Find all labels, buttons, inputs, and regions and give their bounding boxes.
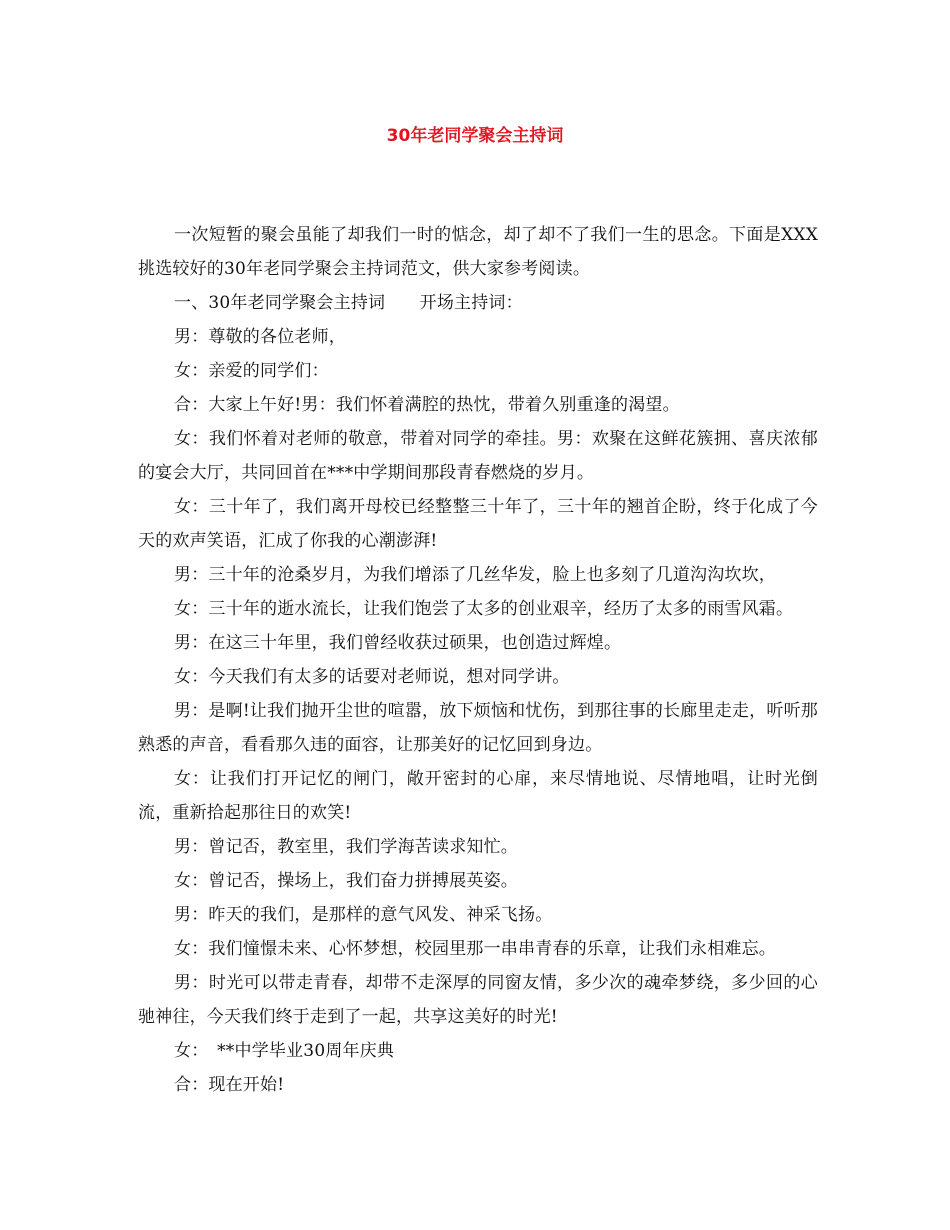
paragraph: 合：现在开始!	[174, 1075, 285, 1095]
paragraph: 女：我们怀着对老师的敬意，带着对同学的牵挂。男：欢聚在这鲜花簇拥、喜庆浓郁的宴会大厅，共同回首在***中学期间那段青春燃烧的岁月。	[138, 429, 818, 483]
paragraph: 女：我们憧憬未来、心怀梦想，校园里那一串串青春的乐章，让我们永相难忘。	[174, 939, 776, 959]
paragraph: 女：三十年的逝水流长，让我们饱尝了太多的创业艰辛，经历了太多的雨雪风霜。	[174, 599, 794, 619]
paragraph: 男：尊敬的各位老师，	[174, 327, 346, 347]
document-body	[138, 218, 818, 1102]
paragraph: 男：时光可以带走青春，却带不走深厚的同窗友情，多少次的魂牵梦绕，多少回的心驰神往，今天我们终于走到了一起，共享这美好的时光!	[138, 973, 818, 1027]
paragraph: 女： **中学毕业30周年庆典	[174, 1041, 395, 1061]
paragraph: 女：亲爱的同学们：	[174, 361, 329, 381]
paragraph: 女：曾记否，操场上，我们奋力拼搏展英姿。	[174, 871, 518, 891]
paragraph: 一次短暂的聚会虽能了却我们一时的惦念，却了却不了我们一生的思念。下面是XXX挑选较好的30年老同学聚会主持词范文，供大家参考阅读。	[138, 225, 818, 279]
document-title: 30年老同学聚会主持词	[386, 126, 564, 146]
paragraph: 男：三十年的沧桑岁月，为我们增添了几丝华发，脸上也多刻了几道沟沟坎坎，	[174, 565, 776, 585]
paragraph: 女：让我们打开记忆的闸门，敞开密封的心扉，来尽情地说、尽情地唱，让时光倒流，重新拾起那往日的欢笑!	[138, 769, 818, 823]
paragraph: 女：三十年了，我们离开母校已经整整三十年了，三十年的翘首企盼，终于化成了今天的欢声笑语，汇成了你我的心潮澎湃!	[138, 497, 818, 551]
paragraph: 一、30年老同学聚会主持词 开场主持词：	[174, 293, 523, 313]
paragraph: 男：在这三十年里，我们曾经收获过硕果，也创造过辉煌。	[174, 633, 622, 653]
paragraph: 女：今天我们有太多的话要对老师说，想对同学讲。	[174, 667, 570, 687]
paragraph: 男：昨天的我们，是那样的意气风发、神采飞扬。	[174, 905, 553, 925]
paragraph: 男：曾记否，教室里，我们学海苦读求知忙。	[174, 837, 518, 857]
paragraph: 男：是啊!让我们抛开尘世的喧嚣，放下烦恼和忧伤，到那往事的长廊里走走，听听那熟悉的声音，看看那久违的面容，让那美好的记忆回到身边。	[138, 701, 818, 755]
paragraph: 合：大家上午好!男：我们怀着满腔的热忱，带着久别重逢的渴望。	[174, 395, 680, 415]
